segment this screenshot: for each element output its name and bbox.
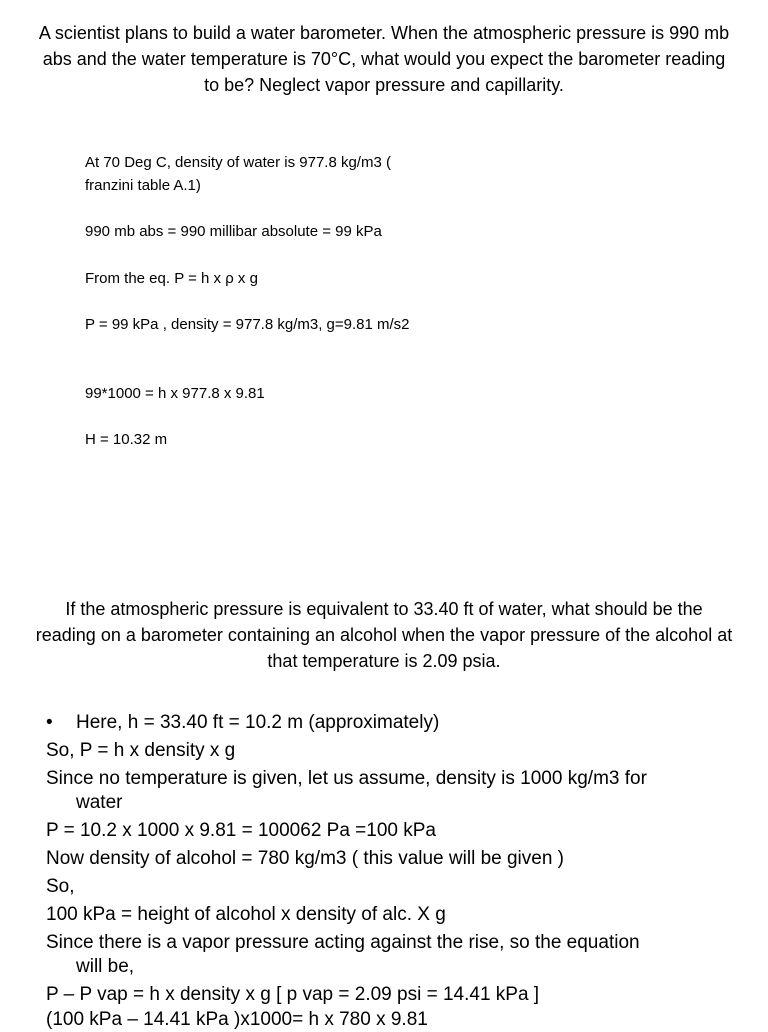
problem-2-solution-line: Since there is a vapor pressure acting against the rise, so the equation xyxy=(46,932,640,953)
problem-2-solution-line: Here, h = 33.40 ft = 10.2 m (approximately) xyxy=(76,712,440,733)
problem-1-question: A scientist plans to build a water barometer. When the atmospheric pressure is 990 mb abs and the water temperature is 70°C, what would you expect the barometer reading to be? Neglect vapor pressure and capillarity. xyxy=(38,23,730,95)
problem-1-solution-line: From the eq. P = h x ρ x g xyxy=(85,270,258,287)
problem-2-solution-line: Now density of alcohol = 780 kg/m3 ( this value will be given ) xyxy=(46,848,565,869)
problem-2-solution-line: So, P = h x density x g xyxy=(46,740,236,761)
problem-2-solution-line: P = 10.2 x 1000 x 9.81 = 100062 Pa =100 kPa xyxy=(46,820,436,841)
problem-2-solution-line: 100 kPa = height of alcohol x density of alc. X g xyxy=(46,904,446,925)
problem-2-solution-line: Since no temperature is given, let us assume, density is 1000 kg/m3 for xyxy=(46,768,647,789)
bullet-icon: • xyxy=(46,712,53,733)
problem-2-solution-line: So, xyxy=(46,876,75,897)
problem-2-solution-line: water xyxy=(76,792,123,813)
problem-1-solution-line: 990 mb abs = 990 millibar absolute = 99 kPa xyxy=(85,223,382,240)
problem-1-solution-line: At 70 Deg C, density of water is 977.8 kg/m3 ( xyxy=(85,154,391,171)
problem-1-solution-line: H = 10.32 m xyxy=(85,431,168,448)
problem-2-solution-line: will be, xyxy=(76,956,135,977)
problem-2-solution-line: P – P vap = h x density x g [ p vap = 2.09 psi = 14.41 kPa ] xyxy=(46,984,540,1005)
problem-1-solution-line: franzini table A.1) xyxy=(85,177,201,194)
problem-2-solution-line: (100 kPa – 14.41 kPa )x1000= h x 780 x 9.81 xyxy=(46,1009,428,1030)
problem-1-solution-line: P = 99 kPa , density = 977.8 kg/m3, g=9.81 m/s2 xyxy=(85,316,410,333)
problem-2-question: If the atmospheric pressure is equivalent to 33.40 ft of water, what should be the reading on a barometer containing an alcohol when the vapor pressure of the alcohol at that temperature is 2.09 psia. xyxy=(35,599,733,671)
problem-1-solution-line: 99*1000 = h x 977.8 x 9.81 xyxy=(85,385,265,402)
